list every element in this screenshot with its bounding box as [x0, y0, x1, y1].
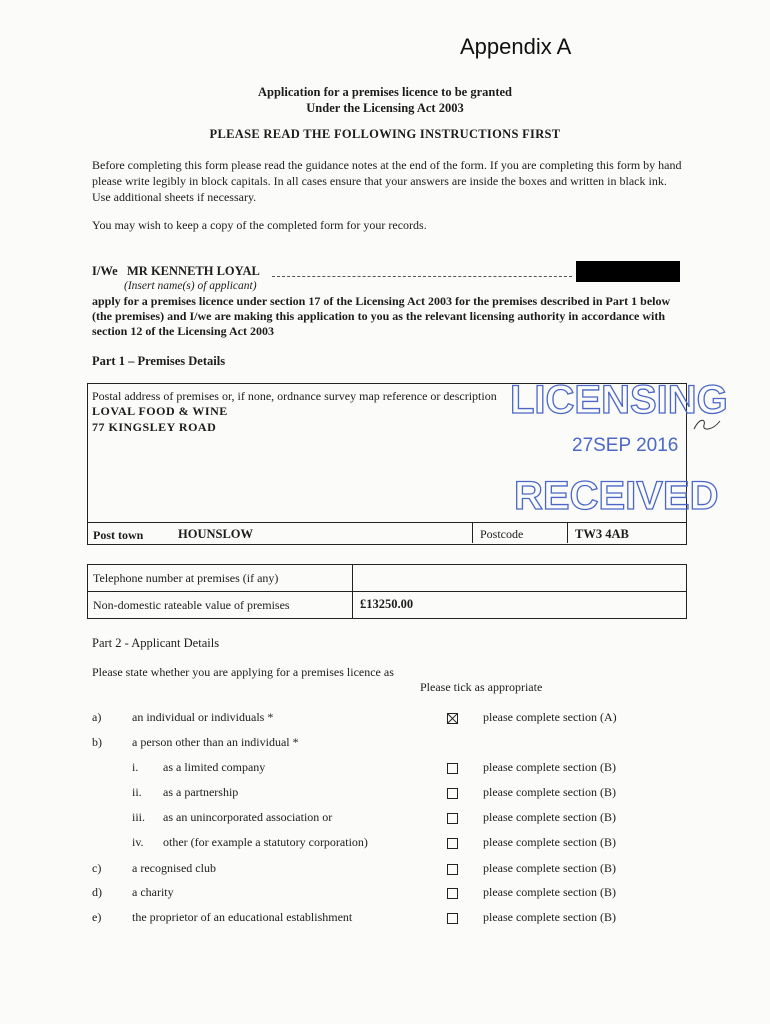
rateable-value-label: Non-domestic rateable value of premises: [93, 598, 290, 612]
table-column-divider: [352, 564, 353, 619]
instructions-heading: PLEASE READ THE FOLLOWING INSTRUCTIONS FIRST: [209, 127, 561, 141]
address-line-1[interactable]: LOVAL FOOD & WINE: [92, 404, 228, 418]
copy-note: You may wish to keep a copy of the completed form for your records.: [92, 218, 427, 232]
post-town-field[interactable]: HOUNSLOW: [178, 527, 254, 541]
option-label: as a partnership: [163, 785, 239, 799]
postal-address-label: Postal address of premises or, if none, ordnance survey map reference or description: [92, 389, 497, 403]
table-row-divider: [87, 591, 687, 592]
postcode-label: Postcode: [480, 527, 524, 541]
option-section-note: please complete section (A): [483, 710, 617, 724]
option-label: a charity: [132, 885, 174, 899]
option-roman-numeral: i.: [132, 760, 139, 774]
form-title: Application for a premises licence to be granted: [257, 85, 513, 99]
option-checkbox[interactable]: [447, 713, 458, 724]
option-checkbox[interactable]: [447, 763, 458, 774]
redaction-bar: [576, 261, 680, 282]
option-section-note: please complete section (B): [483, 760, 616, 774]
apply-statement: apply for a premises licence under section 17 of the Licensing Act 2003 for the premises described in Part 1 below (the premises) and I/we are making this application to you as the relevant licensing authority in accordance with section 12 of the Licensing Act 2003: [92, 294, 671, 338]
post-town-row-divider: [87, 522, 687, 523]
licensing-stamp: LICENSING: [510, 378, 728, 422]
postcode-divider: [472, 522, 473, 543]
received-stamp: RECEIVED: [514, 474, 719, 518]
applicant-prefix: I/We: [92, 264, 118, 278]
part2-heading: Part 2 - Applicant Details: [92, 636, 220, 650]
option-section-note: please complete section (B): [483, 810, 616, 824]
option-label: the proprietor of an educational establishment: [132, 910, 353, 924]
initials-scribble-icon: [692, 415, 722, 435]
form-subtitle: Under the Licensing Act 2003: [306, 101, 464, 115]
applicant-name-field[interactable]: MR KENNETH LOYAL: [127, 264, 260, 278]
intro-paragraph: Before completing this form please read the guidance notes at the end of the form. If you are completing this form by hand please write legibly in block capitals. In all cases ensure that your answers are inside the boxes and written in black ink. Use additional sheets if necessary.: [92, 158, 682, 204]
option-section-note: please complete section (B): [483, 861, 616, 875]
option-checkbox[interactable]: [447, 813, 458, 824]
option-section-note: please complete section (B): [483, 785, 616, 799]
option-label: a recognised club: [132, 861, 216, 875]
post-town-label: Post town: [93, 528, 144, 542]
option-checkbox[interactable]: [447, 913, 458, 924]
option-section-note: please complete section (B): [483, 835, 616, 849]
option-letter: c): [92, 861, 102, 875]
option-label: as an unincorporated association or: [163, 810, 333, 824]
address-line-2[interactable]: 77 KINGSLEY ROAD: [92, 420, 217, 434]
option-roman-numeral: ii.: [132, 785, 142, 799]
stamp-date: 27SEP 2016: [572, 435, 679, 456]
rateable-value-field[interactable]: £13250.00: [360, 597, 414, 611]
option-letter: b): [92, 735, 102, 749]
option-checkbox[interactable]: [447, 864, 458, 875]
option-letter: a): [92, 710, 102, 724]
option-checkbox[interactable]: [447, 838, 458, 849]
name-dotted-line: [272, 276, 572, 277]
appendix-label: Appendix A: [460, 34, 572, 59]
tick-note: Please tick as appropriate: [420, 680, 543, 694]
option-roman-numeral: iv.: [132, 835, 144, 849]
option-label: an individual or individuals *: [132, 710, 274, 724]
applicant-type-question: Please state whether you are applying for a premises licence as: [92, 665, 394, 679]
option-label: a person other than an individual *: [132, 735, 299, 749]
postcode-field[interactable]: TW3 4AB: [575, 527, 629, 541]
option-label: as a limited company: [163, 760, 266, 774]
option-checkbox[interactable]: [447, 788, 458, 799]
insert-name-note: (Insert name(s) of applicant): [124, 280, 257, 292]
telephone-label: Telephone number at premises (if any): [93, 571, 279, 585]
option-label: other (for example a statutory corporation): [163, 835, 368, 849]
part1-heading: Part 1 – Premises Details: [92, 354, 226, 368]
option-checkbox[interactable]: [447, 888, 458, 899]
option-letter: e): [92, 910, 102, 924]
option-roman-numeral: iii.: [132, 810, 146, 824]
postcode-value-divider: [567, 522, 568, 543]
option-section-note: please complete section (B): [483, 885, 616, 899]
option-section-note: please complete section (B): [483, 910, 616, 924]
option-letter: d): [92, 885, 102, 899]
